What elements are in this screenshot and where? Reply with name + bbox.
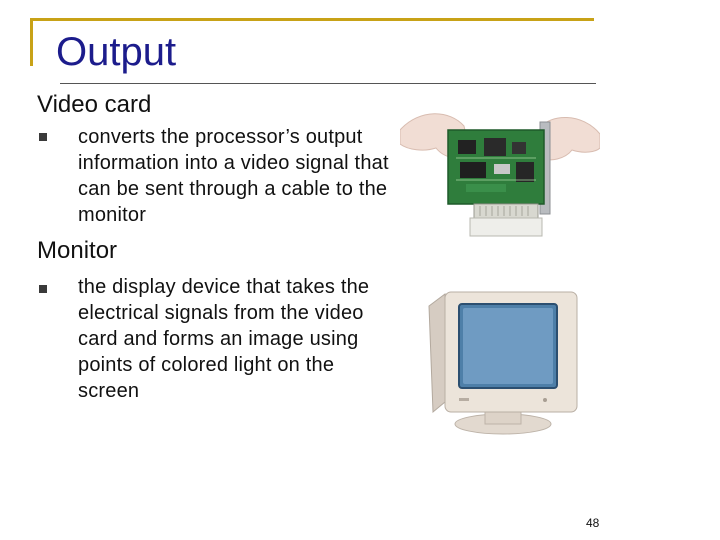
bullet-marker xyxy=(39,133,47,141)
bullet-marker xyxy=(39,285,47,293)
monitor-description: the display device that takes the electrical signals from the video card and forms an image using points of colored light on the screen xyxy=(78,276,370,402)
slide-title: Output xyxy=(56,30,177,74)
page-number: 48 xyxy=(586,516,600,530)
monitor-heading: Monitor xyxy=(37,237,118,264)
title-divider xyxy=(60,83,596,84)
monitor-image xyxy=(425,288,585,438)
video-card-image xyxy=(400,100,600,242)
accent-bar-vertical xyxy=(30,18,33,66)
video-card-description: converts the processor’s output information into a video signal that can be sent through a cable to the monitor xyxy=(78,126,389,226)
video-card-heading: Video card xyxy=(37,91,152,118)
accent-bar-horizontal xyxy=(30,18,594,21)
